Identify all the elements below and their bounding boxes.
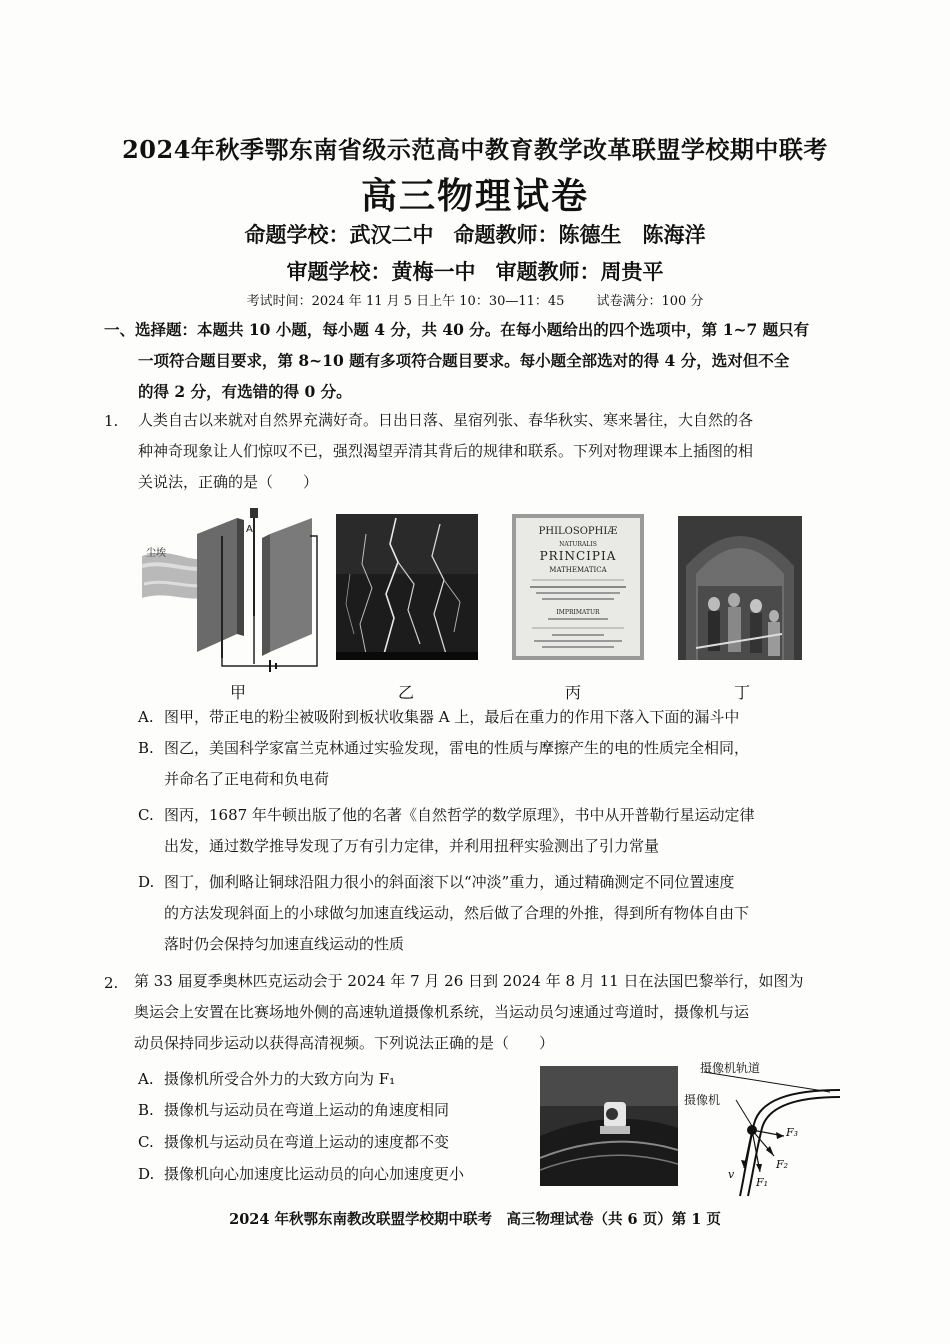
q2-option-c[interactable] (138, 1127, 449, 1158)
option-b-line-2: 并命名了正电荷和负电荷 (164, 770, 330, 788)
page-footer: 2024 年秋鄂东南教改联盟学校期中联考 高三物理试卷（共 6 页）第 1 页 (229, 1211, 721, 1228)
option-d-line-2: 的方法发现斜面上的小球做匀加速直线运动，然后做了合理的外推，得到所有物体自由下 (164, 904, 750, 922)
setter-teachers: 命题教师：陈德生 陈海洋 (453, 222, 706, 247)
option-d-label: D. (138, 873, 155, 891)
book-imprimatur: IMPRIMATUR (556, 609, 600, 616)
section-line-2: 一项符合题目要求，第 8~10 题有多项符合题目要求。每小题全部选对的得 4 分，选对但不全 (138, 351, 790, 370)
book-title-2: NATURALIS (559, 541, 597, 548)
q2-stem (134, 966, 850, 1059)
option-c-line-2: 出发，通过数学推导发现了万有引力定律，并利用扭秤实验测出了引力常量 (164, 837, 660, 855)
option-d-line-3: 落时仍会保持匀加速直线运动的性质 (164, 935, 405, 953)
q1-line-1: 人类自古以来就对自然界充满好奇。日出日落、星宿列张、春华秋实、寒来暑往，大自然的各 (138, 411, 754, 429)
q2-option-a-text: 摄像机所受合外力的大致方向为 F₁ (164, 1070, 396, 1088)
f1-label: F₁ (756, 1176, 769, 1189)
q2-option-c-label: C. (138, 1133, 154, 1151)
q1-option-c[interactable] (138, 800, 858, 862)
figure-ding-galileo (678, 516, 802, 660)
exam-title: 2024年秋季鄂东南省级示范高中教育教学改革联盟学校期中联考 (122, 135, 828, 164)
q1-stem (138, 405, 848, 498)
q2-line-1: 第 33 届夏季奥林匹克运动会于 2024 年 7 月 26 日到 2024 年 8 月 11 日在法国巴黎举行，如图为 (134, 972, 804, 990)
paper-title: 高三物理试卷 (360, 175, 589, 217)
exam-time: 考试时间：2024 年 11 月 5 日上午 10：30—11：45 (246, 294, 565, 309)
plate-label: A (246, 524, 253, 535)
q2-option-c-text: 摄像机与运动员在弯道上运动的速度都不变 (164, 1133, 450, 1151)
option-b-label: B. (138, 739, 154, 757)
caption-jia: 甲 (230, 683, 247, 702)
q2-option-d-label: D. (138, 1165, 155, 1183)
q2-option-b[interactable] (138, 1095, 449, 1126)
q2-option-a[interactable] (138, 1064, 395, 1095)
caption-ding: 丁 (734, 683, 751, 702)
exam-info (0, 290, 950, 309)
q1-line-3: 关说法，正确的是（ ） (138, 473, 319, 491)
option-d-line-1: 图丁，伽利略让铜球沿阻力很小的斜面滚下以“冲淡”重力，通过精确测定不同位置速度 (164, 873, 735, 891)
q2-number: 2. (104, 974, 119, 992)
q1-option-b[interactable] (138, 733, 858, 795)
q2-line-2: 奥运会上安置在比赛场地外侧的高速轨道摄像机系统，当运动员匀速通过弯道时，摄像机与运 (134, 1003, 750, 1021)
section-instructions (104, 314, 844, 407)
caption-yi: 乙 (398, 683, 415, 702)
section-line-3: 的得 2 分，有选错的得 0 分。 (138, 382, 352, 401)
track-label: 摄像机轨道 (700, 1061, 761, 1075)
figure-force-diagram (680, 1060, 850, 1200)
q2-option-a-label: A. (138, 1070, 154, 1088)
q2-line-3: 动员保持同步运动以获得高清视频。下列说法正确的是（ ） (134, 1034, 555, 1052)
reviewer-school: 审题学校：黄梅一中 (286, 259, 476, 284)
q1-option-d[interactable] (138, 867, 858, 960)
caption-bing: 丙 (565, 683, 582, 702)
q2-option-d-text: 摄像机向心加速度比运动员的向心加速度更小 (164, 1165, 465, 1183)
section-line-1: 一、选择题：本题共 10 小题，每小题 4 分，共 40 分。在每小题给出的四个选项中，第 1~7 题只有 (104, 320, 810, 339)
q2-option-b-text: 摄像机与运动员在弯道上运动的角速度相同 (164, 1101, 450, 1119)
option-b-line-1: 图乙，美国科学家富兰克林通过实验发现，雷电的性质与摩擦产生的电的性质完全相同， (164, 739, 750, 757)
book-title-1: PHILOSOPHIÆ (538, 526, 618, 537)
reviewer-line (0, 256, 950, 286)
reviewer-teacher: 审题教师：周贵平 (495, 259, 664, 284)
figure-camera-photo (540, 1066, 678, 1186)
book-title-3: PRINCIPIA (539, 549, 617, 563)
v-label: v (728, 1168, 735, 1181)
option-a-text: 图甲，带正电的粉尘被吸附到板状收集器 A 上，最后在重力的作用下落入下面的漏斗中 (164, 708, 740, 726)
option-a-label: A. (138, 708, 154, 726)
q2-option-d[interactable] (138, 1159, 464, 1190)
f3-label: F₃ (786, 1126, 799, 1139)
book-title-4: MATHEMATICA (549, 566, 607, 574)
figure-jia-precipitator (142, 506, 332, 676)
camera-label: 摄像机 (684, 1093, 721, 1107)
option-c-label: C. (138, 806, 154, 824)
q1-line-2: 种神奇现象让人们惊叹不已，强烈渴望弄清其背后的规律和联系。下列对物理课本上插图的相 (138, 442, 754, 460)
figure-yi-lightning (336, 514, 478, 660)
setter-school: 命题学校：武汉二中 (244, 222, 434, 247)
figure-bing-principia (512, 514, 644, 660)
f2-label: F₂ (776, 1158, 789, 1171)
q2-option-b-label: B. (138, 1101, 154, 1119)
dust-label: 尘埃 (146, 548, 166, 559)
q1-number: 1. (104, 412, 119, 430)
option-c-line-1: 图丙，1687 年牛顿出版了他的名著《自然哲学的数学原理》，书中从开普勒行星运动定律 (164, 806, 755, 824)
full-score: 试卷满分：100 分 (596, 294, 704, 309)
setter-line (0, 219, 950, 249)
q1-option-a[interactable] (138, 702, 858, 733)
